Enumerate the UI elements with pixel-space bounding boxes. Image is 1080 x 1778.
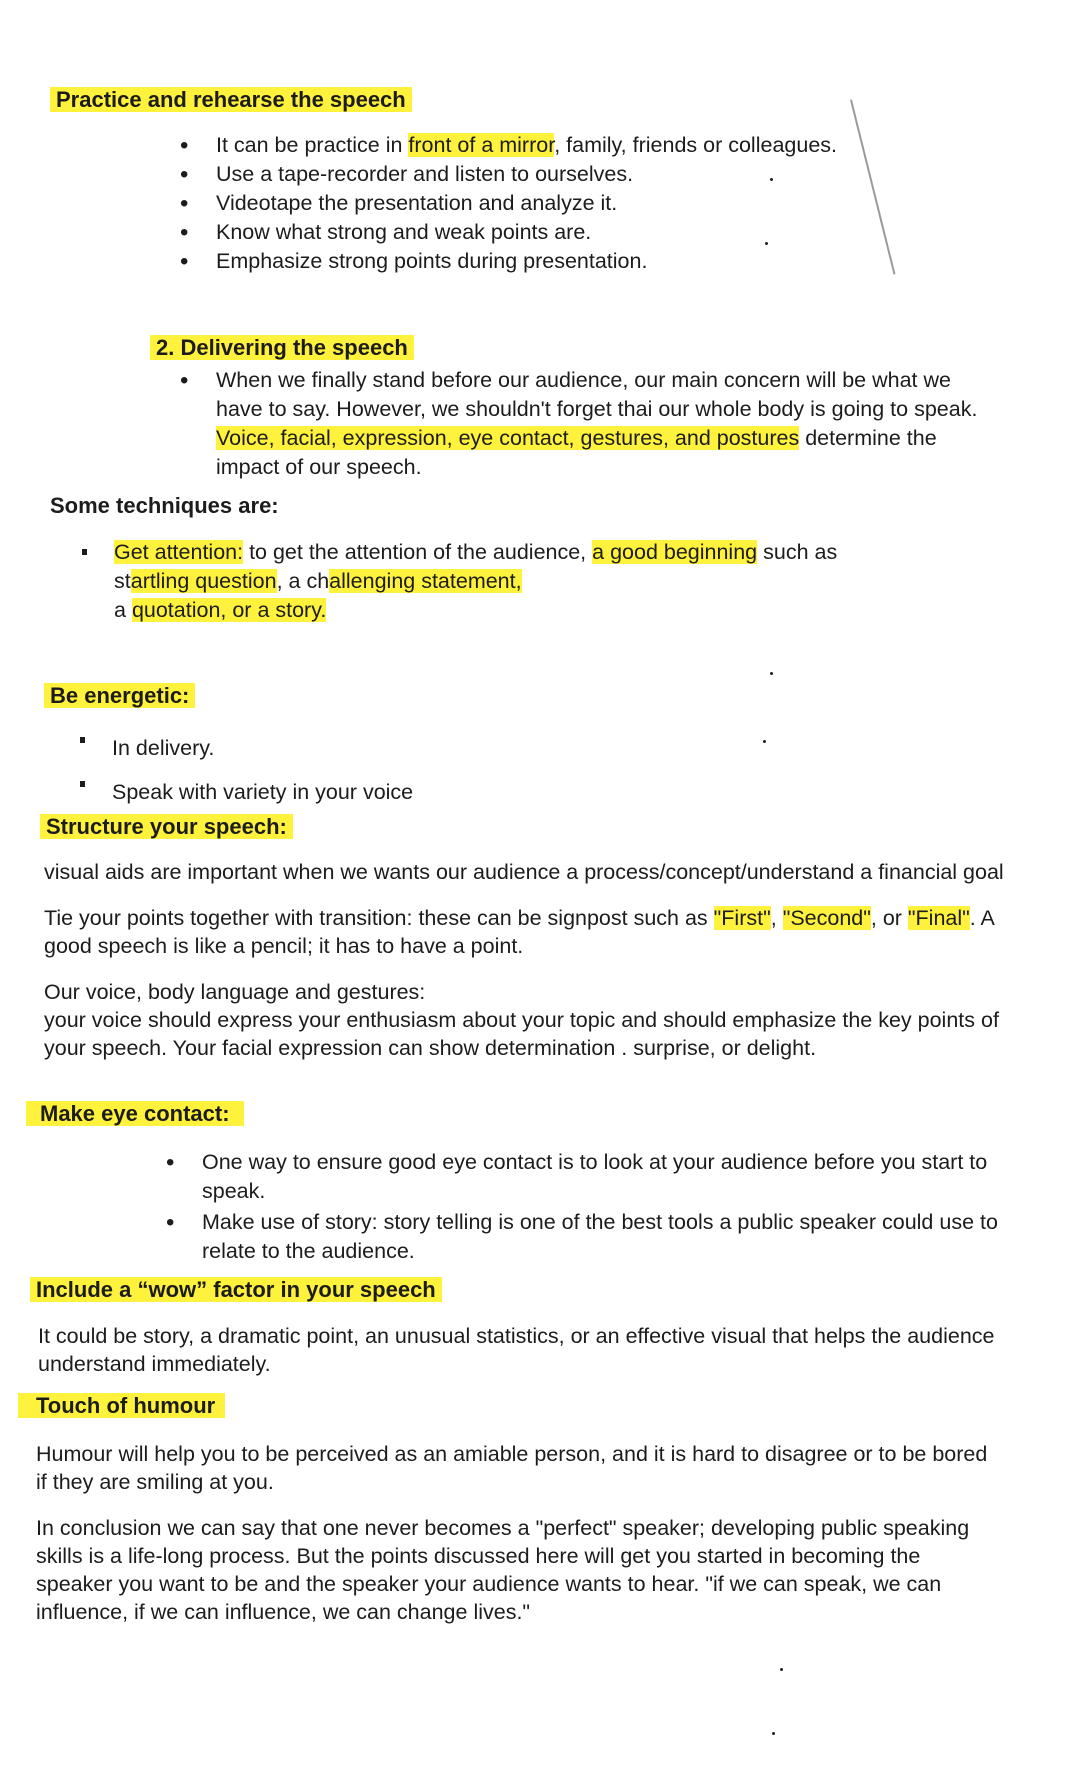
item-text: , family, friends or colleagues. [554,133,837,157]
list-item: • Make use of story: story telling is one of the best tools a public speaker could use to relate to the audience. [164,1208,1004,1266]
humour-heading-text: Touch of humour [18,1393,225,1418]
energetic-heading [44,682,195,710]
conclusion-paragraph: In conclusion we can say that one never becomes a "perfect" speaker; developing public speaking skills is a life-long process. But the points discussed here will get you started in becoming the speaker you want to be and the speaker your audience wants to hear. "if we can speak, we can influence, if we can influence, we can change lives." [36,1516,970,1624]
visual-aids-paragraph: visual aids are important when we wants our audience a process/concept/understand a financial goal [44,860,1004,884]
item-text: , a ch [276,569,330,593]
item-text: determine the impact of our speech. [216,426,937,479]
item-text: It can be practice in [216,133,409,157]
item-label: Get attention: [114,540,244,564]
list-item [178,218,998,247]
list-item [178,366,998,482]
humour-heading [18,1392,225,1420]
scan-speck [770,672,773,675]
eye-contact-heading-text: Make eye contact: [26,1101,244,1126]
humour-paragraph: Humour will help you to be perceived as an amiable person, and it is hard to disagree or to be bored if they are smiling at you. [36,1442,988,1494]
delivering-heading [150,334,414,362]
wow-paragraph: It could be story, a dramatic point, an unusual statistics, or an effective visual that helps the audience understand immediately. [38,1324,995,1376]
paragraph-text: Tie your points together with transition: these can be signpost such as [44,906,714,930]
signpost-second: "Second" [782,906,871,930]
transition-paragraph [44,904,1004,960]
signpost-final: "Final" [907,906,970,930]
practice-list [178,131,998,276]
wow-heading [30,1276,442,1304]
delivering-heading-text: 2. Delivering the speech [150,335,414,360]
item-text: When we finally stand before our audience, our main concern will be what we have to say. However, we shouldn't forget thai our whole body is going to speak. [216,368,978,421]
scan-speck [772,1732,775,1735]
list-item [178,247,998,276]
techniques-heading: Some techniques are: [50,493,279,518]
practice-heading [50,86,412,114]
signpost-first: "First" [713,906,771,930]
energetic-list [74,726,874,814]
energetic-heading-text: Be energetic: [44,683,195,708]
eye-contact-list [164,1148,1004,1266]
eye-contact-heading [26,1100,244,1128]
item-text: Use a tape-recorder and listen to ourselves. [216,162,634,186]
voice-paragraph: your voice should express your enthusiasm about your topic and should emphasize the key points of your speech. Your facial expression can show determination . surprise, or delight. [44,1008,999,1060]
humour-paragraphs [36,1440,1002,1626]
item-text: a [114,598,132,622]
practice-heading-text: Practice and rehearse the speech [50,87,412,112]
list-item [76,538,876,625]
item-text: to get the attention of the audience, [243,540,593,564]
item-highlight: allenging statement, [329,569,522,593]
item-text: Know what strong and weak points are. [216,220,592,244]
structure-paragraphs [44,858,1004,1062]
list-item: In delivery. [74,726,874,770]
item-highlight: front of a mirror [408,133,555,157]
list-item: • One way to ensure good eye contact is to look at your audience before you start to speak. [164,1148,1004,1206]
item-text: Emphasize strong points during presentation. [216,249,648,273]
delivering-list [178,366,998,482]
item-text: such as st [114,540,838,593]
list-item [178,131,998,160]
paragraph-text: , [770,906,783,930]
item-highlight: a good beginning [592,540,758,564]
item-highlight: quotation, or a story. [131,598,327,622]
structure-heading-text: Structure your speech: [40,814,293,839]
voice-subheading: Our voice, body language and gestures: [44,980,426,1004]
list-item [178,189,998,218]
list-item: Speak with variety in your voice [74,770,874,814]
item-highlight: artling question [130,569,277,593]
wow-heading-text: Include a “wow” factor in your speech [30,1277,442,1302]
paragraph-text: , or [870,906,908,930]
item-text: Videotape the presentation and analyze it. [216,191,618,215]
structure-heading [40,813,293,841]
paragraph-text: . A good speech is like a pencil; it has to have a point. [44,906,994,958]
item-highlight: Voice, facial, expression, eye contact, gestures, and postures [216,426,800,450]
scan-speck [780,1668,783,1671]
techniques-list [76,538,876,625]
list-item [178,160,998,189]
